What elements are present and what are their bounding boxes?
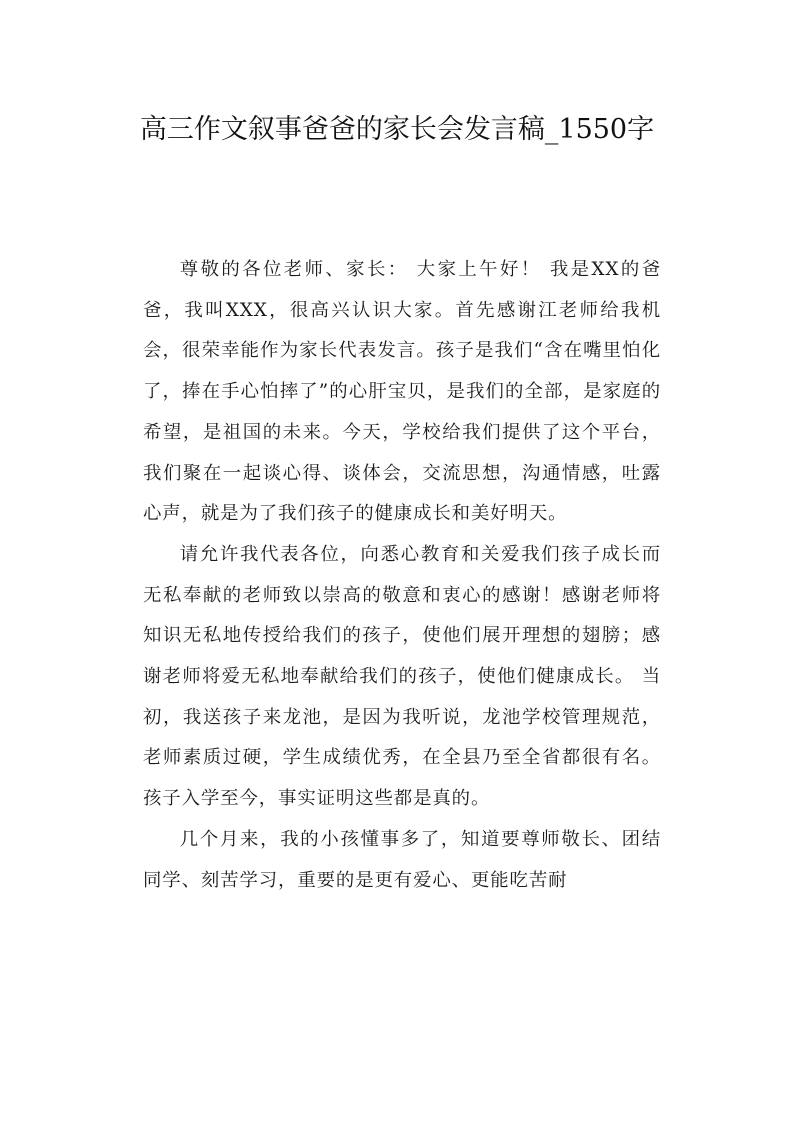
paragraph: 请允许我代表各位，向悉心教育和关爱我们孩子成长而无私奉献的老师致以崇高的敬意和衷心的感谢！感谢老师将知识无私地传授给我们的孩子，使他们展开理想的翅膀；感谢老师将爱无私地奉献给我们的孩子，使他们健康成长。 当初，我送孩子来龙池，是因为我听说，龙池学校管理规范，老师素质过硬，学生成绩优秀，在全县乃至全省都很有名。孩子入学至今，事实证明这些都是真的。 — [143, 543, 661, 810]
paragraph: 几个月来，我的小孩懂事多了，知道要尊师敬长、团结同学、刻苦学习，重要的是更有爱心、更能吃苦耐 — [143, 828, 661, 891]
document-body — [143, 250, 661, 901]
paragraph: 尊敬的各位老师、家长： 大家上午好！ 我是XX的爸爸，我叫XXX，很高兴认识大家。首先感谢江老师给我机会，很荣幸能作为家长代表发言。孩子是我们“含在嘴里怕化了，捧在手心怕摔了”的心肝宝贝，是我们的全部，是家庭的希望，是祖国的未来。今天，学校给我们提供了这个平台，我们聚在一起谈心得、谈体会，交流思想，沟通情感，吐露心声，就是为了我们孩子的健康成长和美好明天。 — [143, 259, 661, 525]
document-title: 高三作文叙事爸爸的家长会发言稿_1550字 — [139, 114, 655, 145]
